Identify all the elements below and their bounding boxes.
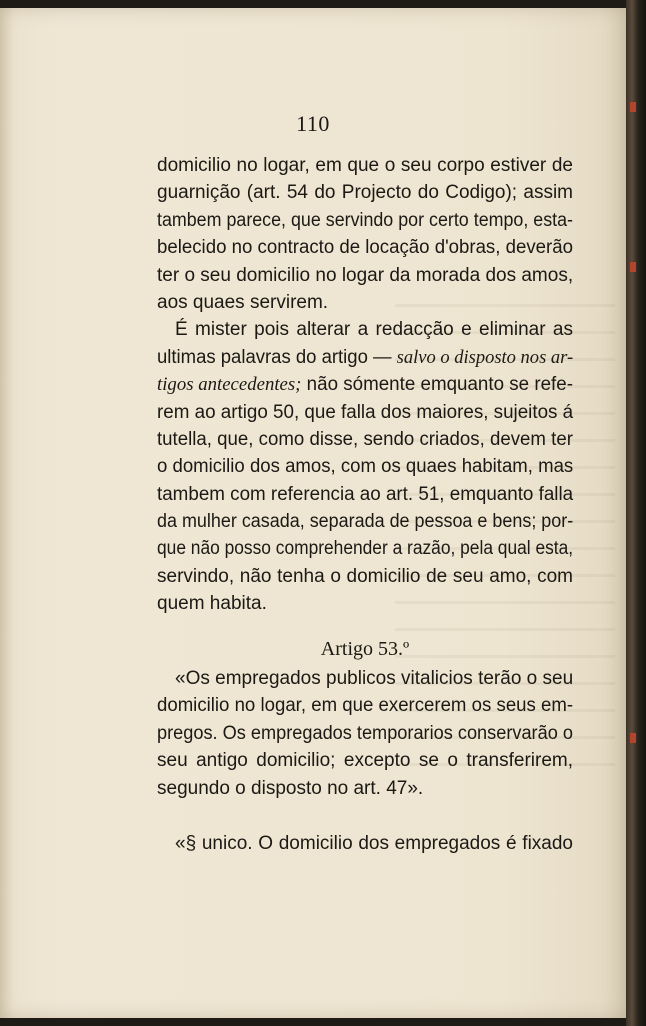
text-line: É mister pois alterar a redacção e eliminar as (175, 319, 573, 341)
text-line: seu antigo domicilio; excepto se o transferirem, (157, 750, 573, 772)
body-text (157, 152, 573, 857)
text-line: servindo, não tenha o domicilio de seu amo, com (157, 565, 573, 587)
book-spine-edge (626, 0, 646, 1026)
paragraph-gap (157, 802, 573, 830)
text-line: quem habita. (157, 593, 267, 615)
text-line: aos quaes servirem. (157, 291, 329, 313)
text-line: domicilio no logar, em que o seu corpo estiver de (157, 155, 573, 176)
italic-segment: tigos antecedentes; (157, 374, 302, 396)
text-line: o domicilio dos amos, com os quaes habitam, mas (157, 456, 574, 478)
text-line: tutella, que, como disse, sendo criados, devem ter (157, 428, 573, 450)
text-line: que não posso comprehender a razão, pela qual esta, (157, 538, 574, 560)
text-line: tambem com referencia ao art. 51, emquanto falla (157, 483, 574, 505)
text-line: rem ao artigo 50, que falla dos maiores, sujeitos á (157, 401, 574, 423)
text-line: pregos. Os empregados temporarios conservarão o (157, 722, 573, 744)
italic-segment: salvo o disposto nos ar- (396, 346, 574, 368)
text-segment: ultimas palavras do artigo — (157, 346, 397, 368)
text-line: domicilio no logar, em que exercerem os seus em- (157, 695, 574, 717)
page-number: 110 (296, 111, 330, 136)
article-heading: Artigo 53.º (320, 637, 410, 660)
text-line: ter o seu domicilio no logar da morada dos amos, (157, 264, 574, 286)
text-line: «§ unico. O domicilio dos empregados é fixado (175, 832, 573, 854)
text-line: tambem parece, que servindo por certo tempo, esta- (157, 209, 573, 231)
text-line: segundo o disposto no art. 47». (157, 777, 424, 799)
text-segment: não sómente emquanto se refe- (301, 374, 573, 396)
paragraph-unico (157, 830, 573, 857)
text-line: belecido no contracto de locação d'obras, deverão (157, 237, 573, 259)
text-line: «Os empregados publicos vitalicios terão o seu (175, 668, 574, 690)
text-line (157, 344, 573, 371)
edge-marker (630, 102, 636, 112)
edge-marker (630, 262, 636, 272)
text-line: da mulher casada, separada de pessoa e bens; por- (157, 511, 574, 533)
paragraph-2 (157, 316, 573, 617)
text-line: guarnição (art. 54 do Projecto do Codigo); assim (157, 182, 573, 204)
text-line (157, 371, 573, 398)
article-53 (157, 636, 573, 802)
book-page (0, 8, 626, 1018)
paragraph-1 (157, 152, 573, 316)
edge-marker (630, 733, 636, 743)
